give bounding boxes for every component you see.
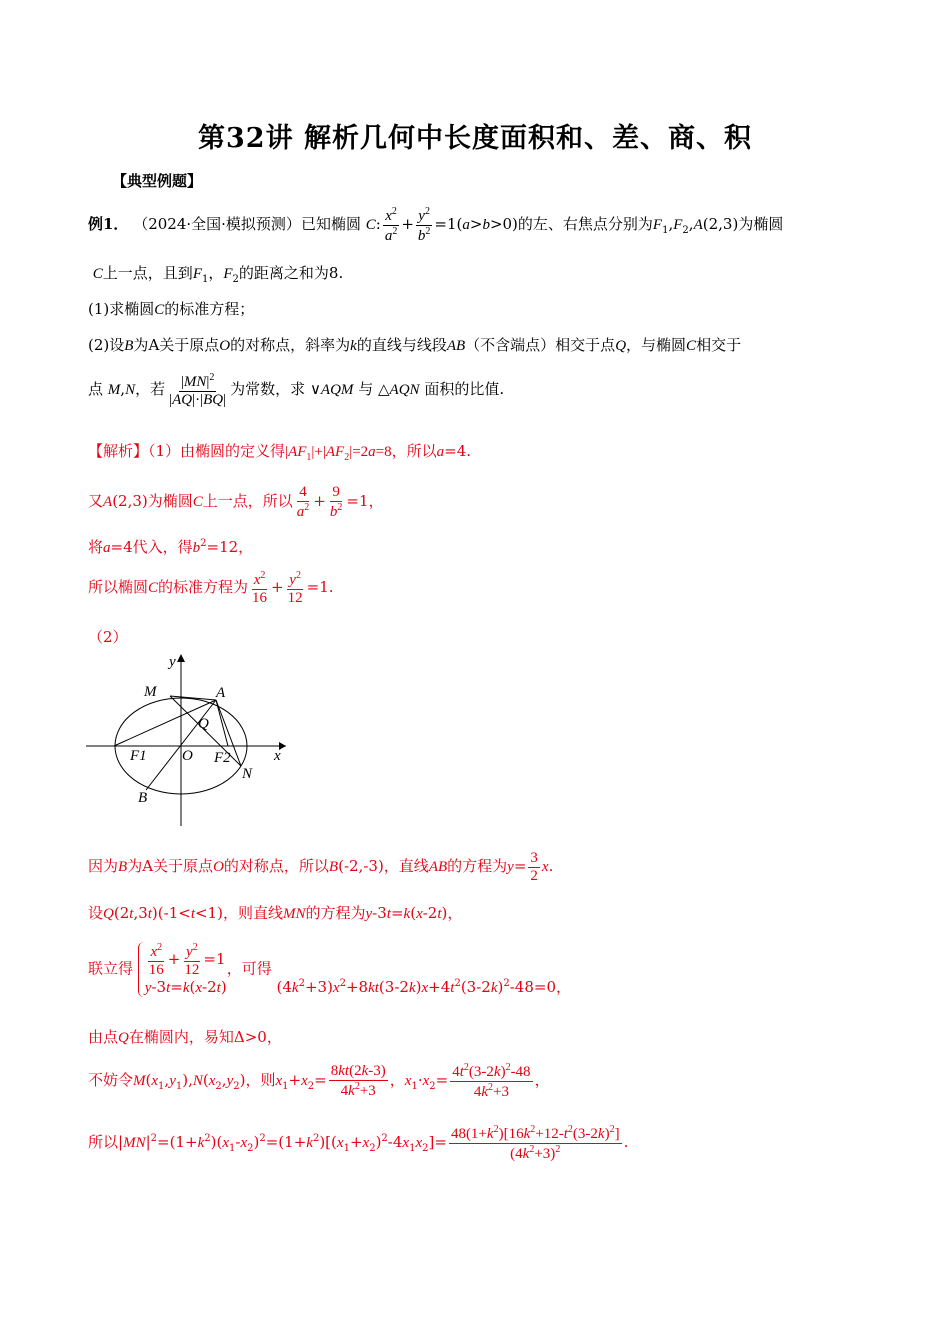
text: 的对称点，斜率为 <box>230 336 351 354</box>
text: ，若 <box>135 380 166 398</box>
solution-line-9: 不妨令$M(x_1,y_1),N(x_2,y_2)$，则$x_1+x_2=$ $\frac{8kt(2k-3)}{4k^2+3}$ ，$x_1\cdot x_2=$ $\frac{4t^2(3-2k)^2-48}{4k^2+3}$ ， <box>88 1062 550 1100</box>
text: 为椭圆 <box>738 215 784 233</box>
label-F2: F2 <box>214 750 231 766</box>
part2-label: （2） <box>88 628 128 646</box>
label-y: y <box>169 654 176 670</box>
text: 的标准方程； <box>164 300 255 318</box>
text: ，则直线 <box>222 904 283 922</box>
system-brace: $\frac{x^2}{16}$ + $\frac{y^2}{12}$ =1 y-3t=k(x-2t) <box>138 942 227 997</box>
example-q3: 点 M,N，若 $\frac{|MN|^2}{|AQ|\cdot|BQ|}$ 为常数，求 ∨AQM 与 △AQN 面积的比值. <box>88 372 505 408</box>
label-F1: F1 <box>130 748 147 764</box>
text: （不含端点）相交于点 <box>465 336 616 354</box>
text: 的对称点，所以 <box>223 857 329 875</box>
example-line-2: C上一点，且到$F_1$，$F_2$的距离之和为8. <box>92 264 344 285</box>
text: 上一点，所以 <box>202 492 293 510</box>
section-heading: 【典型例题】 <box>112 172 203 190</box>
text: (2)设 <box>88 336 125 354</box>
label-N: N <box>242 766 253 782</box>
solution-line-5: 因为B为A关于原点O的对称点，所以B(-2,-3)，直线AB的方程为y= $\frac{3}{2}$ x. <box>88 850 554 884</box>
text: 为椭圆 <box>147 492 193 510</box>
text: ，则 <box>245 1071 276 1089</box>
text: (1)求椭圆 <box>88 300 155 318</box>
label-Q: Q <box>198 716 209 732</box>
text: 不妨令 <box>88 1071 134 1089</box>
ellipse-figure <box>86 650 296 830</box>
text: 【解析】（1）由椭圆的定义得 <box>88 442 286 460</box>
solution-line-7: 联立得 $\frac{x^2}{16}$ + $\frac{y^2}{12}$ =1 y-3t=k(x-2t) ，可得 $(4k^2+3)x^2+8kt(3-2k)x+4t^2(3-2k)^2-48=0$， <box>88 942 572 996</box>
text: 面积的比值. <box>424 380 505 398</box>
text: ，可得 <box>226 959 272 978</box>
text: 联立得 <box>88 959 134 978</box>
text: 又 <box>88 492 104 510</box>
text: 的直线与线段 <box>356 336 447 354</box>
text: 由点 <box>88 1028 119 1046</box>
label-x: x <box>274 748 281 764</box>
solution-line-6: 设Q(2t,3t)(-1<t<1)，则直线MN的方程为y-3t=k(x-2t)， <box>88 904 463 922</box>
example-q1: (1)求椭圆C的标准方程； <box>88 300 255 318</box>
example-source: （2024·全国·模拟预测） <box>133 215 301 233</box>
text: 为 <box>133 336 149 354</box>
text: 相交于 <box>696 336 742 354</box>
text: 已知椭圆 <box>300 215 361 233</box>
text: ，与椭圆 <box>626 336 687 354</box>
label-M: M <box>144 684 157 700</box>
text: 关于原点 <box>159 336 220 354</box>
text: 所以椭圆 <box>88 578 149 596</box>
text: 为常数，求 <box>230 380 306 398</box>
text: 的距离之和为8. <box>238 264 344 282</box>
text: 关于原点 <box>153 857 214 875</box>
y-axis-arrow-icon <box>177 654 185 662</box>
text: 为 <box>127 857 143 875</box>
example-label: 例1． <box>88 215 129 233</box>
text: 设 <box>88 904 104 922</box>
label-B: B <box>138 790 148 806</box>
solution-line-8: 由点Q在椭圆内，易知Δ>0， <box>88 1028 282 1046</box>
text: ，直线 <box>383 857 429 875</box>
solution-line-2: 又A(2,3)为椭圆C上一点，所以 $\frac{4}{a^2}$ + $\frac{9}{b^2}$ =1， <box>88 484 384 520</box>
text: 的方程为 <box>447 857 508 875</box>
page-title: 第32讲 解析几何中长度面积和、差、商、积 <box>198 123 752 154</box>
solution-line-1: 【解析】（1）由椭圆的定义得$|AF_1|+|AF_2|=2a=8$，所以a=4. <box>88 442 472 463</box>
text: 与 <box>358 380 374 398</box>
solution-line-3: 将a=4代入，得$b^2=12$， <box>88 538 254 556</box>
segment-AF2 <box>216 700 228 746</box>
solution-line-4: 所以椭圆C的标准方程为 $\frac{x^2}{16}$ + $\frac{y^2}{12}$ =1. <box>88 570 334 606</box>
text: 的方程为 <box>305 904 366 922</box>
text: 上一点，且到 <box>102 264 193 282</box>
example-q2: (2)设B为A关于原点O的对称点，斜率为k的直线与线段AB（不含端点）相交于点Q，与椭圆C相交于 <box>88 336 742 354</box>
text: 的左、右焦点分别为 <box>517 215 653 233</box>
text: ，所以 <box>391 442 437 460</box>
label-A: A <box>216 685 226 701</box>
label-O: O <box>182 748 193 764</box>
text: 因为 <box>88 857 119 875</box>
text: 的标准方程为 <box>158 578 249 596</box>
text: 将 <box>88 538 104 556</box>
text: 代入，得 <box>132 538 193 556</box>
text: 点 <box>88 380 104 398</box>
example-line-1: 例1． （2024·全国·模拟预测）已知椭圆 C: $\frac{x^2}{a^2}$ + $\frac{y^2}{b^2}$ =1(a>b>0)的左、右焦点分别为$F_1,F_2,A(2,3)$为椭圆 <box>88 206 784 244</box>
solution-line-10: 所以$|MN|^2=(1+k^2)(x_1-x_2)^2=(1+k^2)[(x_1+x_2)^2-4x_1x_2]=$ $\frac{48(1+k^2)[16k^2+12-t^2(3-2k)^2]}{(4k^2+3)^2}$ . <box>88 1124 629 1162</box>
text: 所以 <box>88 1133 119 1151</box>
text: 在椭圆内，易知 <box>128 1028 234 1046</box>
text: ， <box>208 264 224 282</box>
